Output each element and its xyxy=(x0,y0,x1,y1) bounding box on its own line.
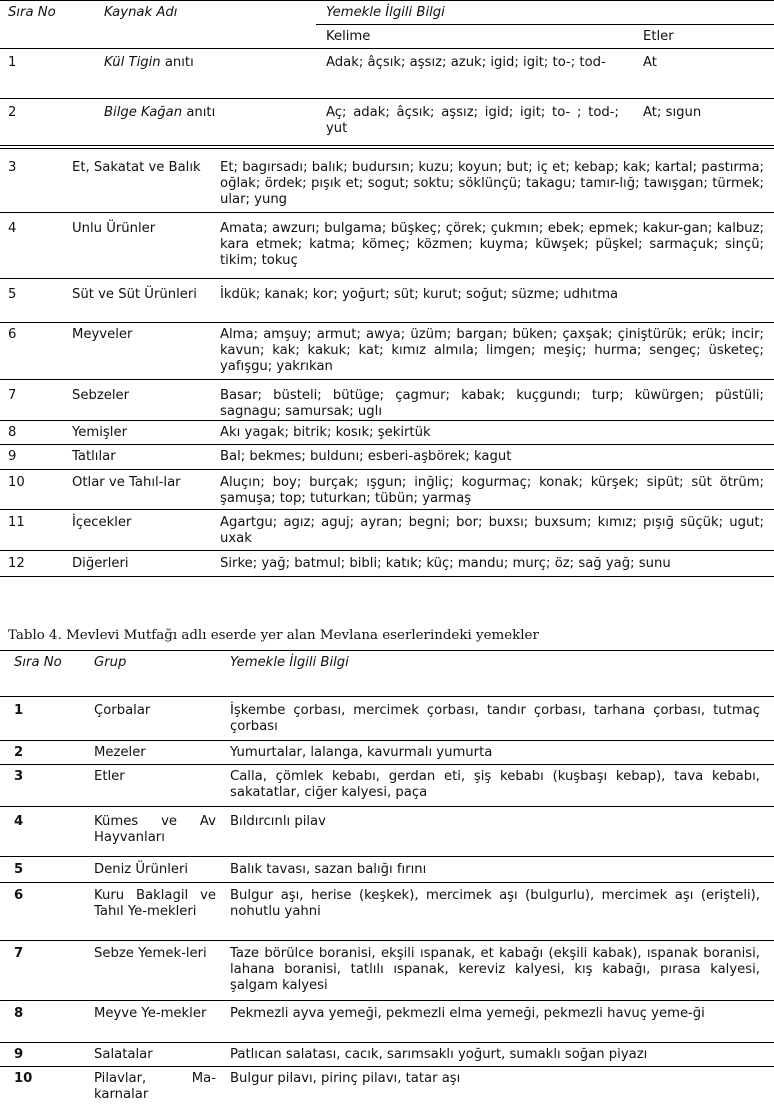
subheader-kelime: Kelime xyxy=(316,25,631,49)
group-cell: İçecekler xyxy=(72,510,220,551)
items-cell: Calla, çömlek kebabı, gerdan eti, şiş kebabı (kuşbaşı kebap), tava kebabı, sakatatlar, ciğer kalyesi, paça xyxy=(230,765,774,807)
table-row xyxy=(0,146,774,213)
table-row xyxy=(0,213,774,279)
source-name: Kül Tigin xyxy=(104,55,161,70)
row-number: 10 xyxy=(0,470,72,510)
group-cell: Diğerleri xyxy=(72,551,220,577)
group-cell: Unlu Ürünler xyxy=(72,213,220,279)
group-cell: Sebzeler xyxy=(72,380,220,421)
table-row xyxy=(0,1067,774,1107)
group-cell: Deniz Ürünleri xyxy=(94,857,230,883)
table-header-row xyxy=(0,1,774,25)
group-cell: Et, Sakatat ve Balık xyxy=(72,146,220,213)
table-row xyxy=(0,380,774,421)
group-cell: Pilavlar, Ma-karnalar xyxy=(94,1071,216,1102)
table-row xyxy=(0,1043,774,1067)
source-cell xyxy=(68,49,316,99)
items-cell: Balık tavası, sazan balığı fırını xyxy=(230,857,774,883)
table-row xyxy=(0,883,774,941)
table-row xyxy=(0,1001,774,1043)
group-cell: Yemişler xyxy=(72,421,220,445)
source-table xyxy=(0,0,774,149)
row-number: 3 xyxy=(0,765,94,807)
meats-cell: At xyxy=(631,49,774,99)
row-number: 5 xyxy=(0,279,72,323)
header-sira-no: Sıra No xyxy=(0,1,68,25)
table-row xyxy=(0,857,774,883)
words-cell: Aç; adak; âçsık; aşsız; igid; igit; to- ; tod-; yut xyxy=(316,99,631,149)
row-number: 10 xyxy=(14,1071,33,1086)
row-number: 4 xyxy=(0,213,72,279)
group-cell: Kümes ve Av Hayvanları xyxy=(94,807,230,857)
subheader-etler: Etler xyxy=(631,25,774,49)
items-cell: Bulgur aşı, herise (keşkek), mercimek aşı (bulgurlu), mercimek aşı (erişteli), nohutlu yahni xyxy=(230,883,774,941)
row-number: 5 xyxy=(0,857,94,883)
row-number: 12 xyxy=(0,551,72,577)
items-cell: Aluçın; boy; burçak; ışgun; inğliç; kogurmaç; konak; kürşek; sipüt; süt ötrüm; şamuşa; top; tuturkan; tübün; yarmaş xyxy=(220,470,774,510)
row-number: 9 xyxy=(0,445,72,470)
row-number: 1 xyxy=(0,49,68,99)
items-cell: İkdük; kanak; kor; yoğurt; süt; kurut; soğut; süzme; udhıtma xyxy=(220,279,774,323)
group-cell: Sebze Yemek-leri xyxy=(94,941,230,1001)
items-cell: Bal; bekmes; buldunı; esberi-aşbörek; kagut xyxy=(220,445,774,470)
group-cell: Çorbalar xyxy=(94,697,230,741)
table-row xyxy=(0,470,774,510)
header-kaynak-adi: Kaynak Adı xyxy=(68,1,316,25)
row-number: 7 xyxy=(0,941,94,1001)
items-cell: Pekmezli ayva yemeği, pekmezli elma yemeği, pekmezli havuç yeme-ği xyxy=(230,1001,774,1043)
items-cell: Alma; amşuy; armut; awya; üzüm; bargan; büken; çaxşak; çiniştürük; erük; incir; kavun; kak; kakuk; kat; kımız almıla; limgen; meşiç; hurma; sengeç; üsketeç; yafışgu; yakrıkan xyxy=(220,323,774,380)
items-cell: Taze börülce boranisi, ekşili ıspanak, et kabağı (ekşili kabak), ıspanak boranisi, lahana boranisi, tatlılı ıspanak, kereviz kalyesi, kış kabağı, pırasa kalyesi, şalgam kalyesi xyxy=(230,941,774,1001)
items-cell: Yumurtalar, lalanga, kavurmalı yumurta xyxy=(230,741,774,765)
group-cell: Otlar ve Tahıl-lar xyxy=(72,470,220,510)
items-cell: Amata; awzurı; bulgama; büşkeç; çörek; çukmın; ebek; epmek; kakur-gan; kalbuz; kara etmek; katma; kömeç; közmen; kuyma; küwşek; püşkel; sarmaçuk; sinçü; tikim; tokuç xyxy=(220,213,774,279)
header-grup: Grup xyxy=(94,651,230,697)
source-name: Bilge Kağan xyxy=(104,105,183,120)
words-cell: Adak; âçsık; aşsız; azuk; igid; igit; to-; tod- xyxy=(316,49,631,99)
meats-cell: At; sıgun xyxy=(631,99,774,149)
group-cell: Tatlılar xyxy=(72,445,220,470)
row-number: 9 xyxy=(0,1043,94,1067)
table-row xyxy=(0,421,774,445)
table-caption: Tablo 4. Mevlevi Mutfağı adlı eserde yer alan Mevlana eserlerindeki yemekler xyxy=(8,628,539,643)
table-row xyxy=(0,99,774,149)
row-number: 7 xyxy=(0,380,72,421)
group-cell: Salatalar xyxy=(94,1043,230,1067)
source-suffix: anıtı xyxy=(182,105,216,120)
row-number: 6 xyxy=(0,883,94,941)
header-sira-no: Sıra No xyxy=(0,651,94,697)
table-row xyxy=(0,697,774,741)
group-cell: Etler xyxy=(94,765,230,807)
group-cell: Meyve Ye-mekler xyxy=(94,1001,230,1043)
items-cell: Bulgur pilavı, pirinç pilavı, tatar aşı xyxy=(230,1071,461,1086)
items-cell: Sirke; yağ; batmul; bibli; katık; küç; mandu; murç; öz; sağ yağ; sunu xyxy=(220,551,774,577)
items-cell: Bıldırcınlı pilav xyxy=(230,807,774,857)
group-cell: Mezeler xyxy=(94,741,230,765)
table-row xyxy=(0,551,774,577)
items-cell: Agartgu; agız; aguj; ayran; begni; bor; buxsı; buxsum; kımız; pışığ süçük; ugut; uxak xyxy=(220,510,774,551)
items-cell: İşkembe çorbası, mercimek çorbası, tandır çorbası, tarhana çorbası, tutmaç çorbası xyxy=(230,697,774,741)
row-number: 11 xyxy=(0,510,72,551)
table-row xyxy=(0,807,774,857)
table-row xyxy=(0,445,774,470)
header-yemekle-ilgili-bilgi: Yemekle İlgili Bilgi xyxy=(230,651,774,697)
items-cell: Patlıcan salatası, cacık, sarımsaklı yoğurt, sumaklı soğan piyazı xyxy=(230,1043,774,1067)
group-cell: Meyveler xyxy=(72,323,220,380)
row-number: 3 xyxy=(0,146,72,213)
table-row xyxy=(0,323,774,380)
group-cell: Süt ve Süt Ürünleri xyxy=(72,279,220,323)
items-cell: Et; bagırsadı; balık; budursın; kuzu; koyun; but; iç et; kebap; kak; kartal; pastırma; oğlak; ördek; pışık et; sogut; soktu; söklünçü; takagu; tamır-lığ; tawışgan; türmek; ular; yung xyxy=(220,146,774,213)
source-cell xyxy=(68,99,316,149)
items-cell: Basar; büsteli; bütüge; çagmur; kabak; kuçgundı; turp; küwürgen; püstüli; sagnagu; samursak; uglı xyxy=(220,380,774,421)
table-subheader-row xyxy=(0,25,774,49)
row-number: 4 xyxy=(0,807,94,857)
row-number: 8 xyxy=(0,1001,94,1043)
mevlevi-table xyxy=(0,650,774,1107)
items-cell: Akı yagak; bitrik; kosık; şekirtük xyxy=(220,421,774,445)
source-suffix: anıtı xyxy=(160,55,194,70)
table-header-row xyxy=(0,651,774,697)
table-row xyxy=(0,49,774,99)
table-row xyxy=(0,279,774,323)
header-yemekle-ilgili-bilgi: Yemekle İlgili Bilgi xyxy=(316,1,774,25)
table-row xyxy=(0,741,774,765)
row-number: 6 xyxy=(0,323,72,380)
table-row xyxy=(0,941,774,1001)
row-number: 8 xyxy=(0,421,72,445)
group-cell: Kuru Baklagil ve Tahıl Ye-mekleri xyxy=(94,883,230,941)
table-row xyxy=(0,510,774,551)
table-row xyxy=(0,765,774,807)
category-table xyxy=(0,145,774,577)
row-number: 2 xyxy=(0,741,94,765)
row-number: 1 xyxy=(0,697,94,741)
row-number: 2 xyxy=(0,99,68,149)
